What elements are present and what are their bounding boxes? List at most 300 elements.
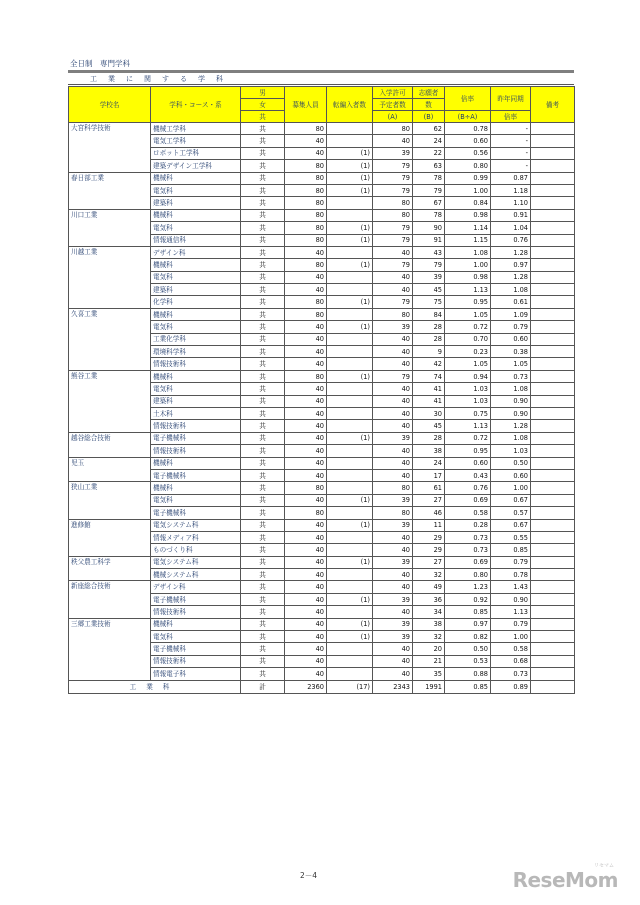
notes-cell [531,668,575,680]
col-notes: 備考 [531,87,575,123]
course-name: 電子機械科 [151,643,241,655]
ratio-cell: 0.99 [445,172,491,184]
gender-cell: 共 [241,234,285,246]
transfer-cell: (1) [327,494,373,506]
school-name: 熊谷工業 [69,370,151,432]
notes-cell [531,259,575,271]
transfer-cell [327,507,373,519]
gender-cell: 共 [241,370,285,382]
admit-cell: 39 [373,494,413,506]
notes-cell [531,209,575,221]
transfer-cell [327,606,373,618]
col-applicants-1: 志願者 [413,87,445,99]
applicants-cell: 39 [413,271,445,283]
admit-cell: 40 [373,531,413,543]
gender-cell: 共 [241,407,285,419]
course-name: 土木科 [151,407,241,419]
notes-cell [531,457,575,469]
applicants-cell: 11 [413,519,445,531]
transfer-cell [327,407,373,419]
transfer-cell: (1) [327,593,373,605]
admit-cell: 80 [373,308,413,320]
admit-cell: 40 [373,284,413,296]
gender-cell: 共 [241,383,285,395]
prev-ratio-cell: 0.61 [491,296,531,308]
gender-cell: 共 [241,457,285,469]
gender-cell: 共 [241,593,285,605]
col-applicants-3: (B) [413,111,445,123]
capacity-cell: 80 [285,234,327,246]
notes-cell [531,135,575,147]
col-admit-3: (A) [373,111,413,123]
col-gender-3: 共 [241,111,285,123]
course-name: 電気科 [151,222,241,234]
capacity-cell: 40 [285,618,327,630]
prev-ratio-cell: 1.04 [491,222,531,234]
ratio-cell: 1.13 [445,420,491,432]
notes-cell [531,631,575,643]
total-prev-ratio: 0.89 [491,680,531,693]
prev-ratio-cell: 0.73 [491,668,531,680]
notes-cell [531,569,575,581]
applicants-cell: 34 [413,606,445,618]
capacity-cell: 80 [285,308,327,320]
capacity-cell: 40 [285,333,327,345]
transfer-cell: (1) [327,172,373,184]
ratio-cell: 0.84 [445,197,491,209]
transfer-cell [327,308,373,320]
transfer-cell [327,569,373,581]
applicants-cell: 29 [413,544,445,556]
admit-cell: 40 [373,333,413,345]
gender-cell: 共 [241,494,285,506]
admit-cell: 79 [373,222,413,234]
transfer-cell [327,643,373,655]
ratio-cell: 0.76 [445,482,491,494]
admit-cell: 39 [373,321,413,333]
applicants-cell: 42 [413,358,445,370]
notes-cell [531,469,575,481]
gender-cell: 共 [241,222,285,234]
applicants-cell: 28 [413,321,445,333]
notes-cell [531,271,575,283]
notes-cell [531,507,575,519]
notes-cell [531,420,575,432]
table-row [69,581,575,593]
transfer-cell [327,482,373,494]
table-row [69,123,575,135]
gender-cell: 共 [241,197,285,209]
table-row [69,246,575,258]
prev-ratio-cell: 1.08 [491,432,531,444]
transfer-cell [327,445,373,457]
notes-cell [531,556,575,568]
transfer-cell [327,123,373,135]
admit-cell: 79 [373,172,413,184]
transfer-cell [327,469,373,481]
prev-ratio-cell: 0.90 [491,593,531,605]
table-row [69,209,575,221]
gender-cell: 共 [241,147,285,159]
applicants-cell: 38 [413,445,445,457]
applicants-cell: 21 [413,655,445,667]
notes-cell [531,346,575,358]
course-name: 電気科 [151,271,241,283]
applicants-cell: 36 [413,593,445,605]
col-prev-2: 倍率 [491,111,531,123]
admit-cell: 79 [373,160,413,172]
gender-cell: 共 [241,209,285,221]
ratio-cell: 1.08 [445,246,491,258]
school-name: 狭山工業 [69,482,151,519]
capacity-cell: 40 [285,655,327,667]
transfer-cell: (1) [327,556,373,568]
transfer-cell: (1) [327,432,373,444]
prev-ratio-cell: 1.03 [491,445,531,457]
ratio-cell: 0.98 [445,209,491,221]
prev-ratio-cell: 1.28 [491,246,531,258]
capacity-cell: 40 [285,569,327,581]
gender-cell: 共 [241,469,285,481]
prev-ratio-cell: 0.57 [491,507,531,519]
admit-cell: 40 [373,246,413,258]
transfer-cell: (1) [327,519,373,531]
school-name: 児玉 [69,457,151,482]
admit-cell: 40 [373,395,413,407]
notes-cell [531,123,575,135]
ratio-cell: 0.73 [445,544,491,556]
capacity-cell: 40 [285,445,327,457]
ratio-cell: 0.80 [445,160,491,172]
prev-ratio-cell: 0.79 [491,556,531,568]
applicants-cell: 74 [413,370,445,382]
gender-cell: 共 [241,246,285,258]
ratio-cell: 0.58 [445,507,491,519]
gender-cell: 共 [241,544,285,556]
section-title: 工業に関する学科 [90,75,234,83]
course-name: 電気科 [151,494,241,506]
total-capacity: 2360 [285,680,327,693]
transfer-cell [327,346,373,358]
capacity-cell: 80 [285,482,327,494]
applicants-cell: 79 [413,184,445,196]
ratio-cell: 0.92 [445,593,491,605]
applicants-cell: 43 [413,246,445,258]
transfer-cell [327,284,373,296]
transfer-cell [327,197,373,209]
gender-cell: 共 [241,358,285,370]
notes-cell [531,432,575,444]
course-name: 電子機械科 [151,469,241,481]
transfer-cell [327,655,373,667]
ratio-cell: 0.94 [445,370,491,382]
transfer-cell [327,668,373,680]
capacity-cell: 40 [285,519,327,531]
notes-cell [531,531,575,543]
ratio-cell: 0.98 [445,271,491,283]
ratio-cell: 1.00 [445,184,491,196]
course-name: 建築科 [151,395,241,407]
transfer-cell [327,135,373,147]
capacity-cell: 40 [285,457,327,469]
capacity-cell: 40 [285,631,327,643]
gender-cell: 共 [241,581,285,593]
prev-ratio-cell: 0.79 [491,618,531,630]
admit-cell: 40 [373,655,413,667]
prev-ratio-cell: 0.87 [491,172,531,184]
admission-table [68,86,575,694]
transfer-cell [327,420,373,432]
course-name: 機械科 [151,457,241,469]
capacity-cell: 80 [285,123,327,135]
prev-ratio-cell: 0.73 [491,370,531,382]
ratio-cell: 0.43 [445,469,491,481]
capacity-cell: 40 [285,147,327,159]
notes-cell [531,234,575,246]
prev-ratio-cell: 0.90 [491,407,531,419]
ratio-cell: 0.95 [445,445,491,457]
gender-cell: 共 [241,420,285,432]
prev-ratio-cell: 0.79 [491,321,531,333]
prev-ratio-cell: 1.43 [491,581,531,593]
notes-cell [531,494,575,506]
transfer-cell [327,395,373,407]
capacity-cell: 40 [285,593,327,605]
table-header [69,87,575,123]
applicants-cell: 63 [413,160,445,172]
col-applicants-2: 数 [413,99,445,111]
transfer-cell [327,246,373,258]
capacity-cell: 40 [285,284,327,296]
admit-cell: 40 [373,271,413,283]
notes-cell [531,197,575,209]
prev-ratio-cell: - [491,147,531,159]
admit-cell: 40 [373,581,413,593]
prev-ratio-cell: 1.05 [491,358,531,370]
prev-ratio-cell: 0.91 [491,209,531,221]
gender-cell: 共 [241,333,285,345]
capacity-cell: 80 [285,172,327,184]
capacity-cell: 40 [285,271,327,283]
admit-cell: 39 [373,432,413,444]
capacity-cell: 80 [285,222,327,234]
course-name: デザイン科 [151,246,241,258]
course-name: 電子機械科 [151,593,241,605]
notes-cell [531,482,575,494]
prev-ratio-cell: 1.28 [491,420,531,432]
applicants-cell: 90 [413,222,445,234]
gender-cell: 共 [241,445,285,457]
notes-cell [531,445,575,457]
applicants-cell: 32 [413,631,445,643]
applicants-cell: 29 [413,531,445,543]
ratio-cell: 0.97 [445,618,491,630]
capacity-cell: 80 [285,507,327,519]
admit-cell: 80 [373,197,413,209]
admit-cell: 40 [373,407,413,419]
admit-cell: 40 [373,420,413,432]
table-row [69,432,575,444]
applicants-cell: 46 [413,507,445,519]
col-admit-2: 予定者数 [373,99,413,111]
applicants-cell: 35 [413,668,445,680]
admit-cell: 40 [373,569,413,581]
notes-cell [531,184,575,196]
prev-ratio-cell: 1.10 [491,197,531,209]
section-rule [68,84,574,85]
notes-cell [531,172,575,184]
applicants-cell: 45 [413,420,445,432]
ratio-cell: 0.69 [445,556,491,568]
gender-cell: 共 [241,618,285,630]
applicants-cell: 17 [413,469,445,481]
course-name: 情報通信科 [151,234,241,246]
prev-ratio-cell: 1.28 [491,271,531,283]
notes-cell [531,606,575,618]
table-row [69,370,575,382]
course-name: 機械科 [151,209,241,221]
capacity-cell: 40 [285,395,327,407]
course-name: 電気システム科 [151,556,241,568]
notes-cell [531,370,575,382]
header-rule [68,70,574,73]
ratio-cell: 0.88 [445,668,491,680]
applicants-cell: 20 [413,643,445,655]
prev-ratio-cell: 1.13 [491,606,531,618]
table-footer [69,680,575,693]
notes-cell [531,643,575,655]
applicants-cell: 78 [413,172,445,184]
prev-ratio-cell: 0.50 [491,457,531,469]
admit-cell: 40 [373,643,413,655]
course-name: ものづくり科 [151,544,241,556]
gender-cell: 共 [241,569,285,581]
prev-ratio-cell: 0.38 [491,346,531,358]
transfer-cell: (1) [327,184,373,196]
notes-cell [531,222,575,234]
course-name: デザイン科 [151,581,241,593]
prev-ratio-cell: 0.90 [491,395,531,407]
ratio-cell: 0.73 [445,531,491,543]
notes-cell [531,284,575,296]
page-number: 2－4 [300,871,318,880]
admit-cell: 80 [373,507,413,519]
course-name: 機械システム科 [151,569,241,581]
applicants-cell: 41 [413,383,445,395]
admit-cell: 39 [373,519,413,531]
watermark-logo: ReseMom [512,868,618,892]
school-name: 秩父農工科学 [69,556,151,581]
notes-cell [531,296,575,308]
watermark-sub: リセマム [594,863,614,869]
course-name: 電気科 [151,321,241,333]
admit-cell: 79 [373,184,413,196]
notes-cell [531,593,575,605]
table-row [69,457,575,469]
notes-cell [531,321,575,333]
table-row [69,482,575,494]
gender-cell: 共 [241,321,285,333]
transfer-cell [327,333,373,345]
gender-cell: 共 [241,296,285,308]
prev-ratio-cell: - [491,123,531,135]
capacity-cell: 40 [285,643,327,655]
page-category: 全日制 専門学科 [70,59,130,68]
transfer-cell: (1) [327,321,373,333]
notes-cell [531,655,575,667]
course-name: 電子機械科 [151,507,241,519]
gender-cell: 共 [241,432,285,444]
course-name: 情報電子科 [151,668,241,680]
gender-cell: 共 [241,123,285,135]
table-row [69,618,575,630]
applicants-cell: 28 [413,333,445,345]
notes-cell [531,160,575,172]
transfer-cell [327,209,373,221]
ratio-cell: 0.28 [445,519,491,531]
course-name: 情報技術科 [151,445,241,457]
course-name: 機械科 [151,482,241,494]
table-body [69,123,575,681]
admit-cell: 39 [373,593,413,605]
col-transfer: 転編入者数 [327,87,373,123]
admit-cell: 39 [373,147,413,159]
ratio-cell: 0.23 [445,346,491,358]
transfer-cell [327,358,373,370]
notes-cell [531,147,575,159]
notes-cell [531,383,575,395]
applicants-cell: 75 [413,296,445,308]
table-row [69,308,575,320]
applicants-cell: 22 [413,147,445,159]
admit-cell: 40 [373,445,413,457]
capacity-cell: 40 [285,432,327,444]
school-name: 三郷工業技術 [69,618,151,680]
ratio-cell: 1.05 [445,358,491,370]
course-name: 電子機械科 [151,432,241,444]
capacity-cell: 80 [285,370,327,382]
col-ratio-1: 倍率 [445,87,491,111]
course-name: 情報メディア科 [151,531,241,543]
prev-ratio-cell: 0.68 [491,655,531,667]
gender-cell: 共 [241,284,285,296]
admit-cell: 79 [373,370,413,382]
course-name: 情報技術科 [151,606,241,618]
course-name: 機械工学科 [151,123,241,135]
capacity-cell: 40 [285,556,327,568]
gender-cell: 共 [241,259,285,271]
course-name: 機械科 [151,259,241,271]
notes-cell [531,333,575,345]
ratio-cell: 1.23 [445,581,491,593]
prev-ratio-cell: 0.76 [491,234,531,246]
ratio-cell: 1.03 [445,395,491,407]
admit-cell: 40 [373,668,413,680]
capacity-cell: 40 [285,321,327,333]
capacity-cell: 40 [285,469,327,481]
ratio-cell: 0.85 [445,606,491,618]
course-name: 機械科 [151,618,241,630]
capacity-cell: 80 [285,259,327,271]
ratio-cell: 0.95 [445,296,491,308]
school-name: 川口工業 [69,209,151,246]
transfer-cell [327,383,373,395]
ratio-cell: 0.60 [445,135,491,147]
admit-cell: 40 [373,606,413,618]
admit-cell: 40 [373,358,413,370]
notes-cell [531,618,575,630]
table-row [69,172,575,184]
